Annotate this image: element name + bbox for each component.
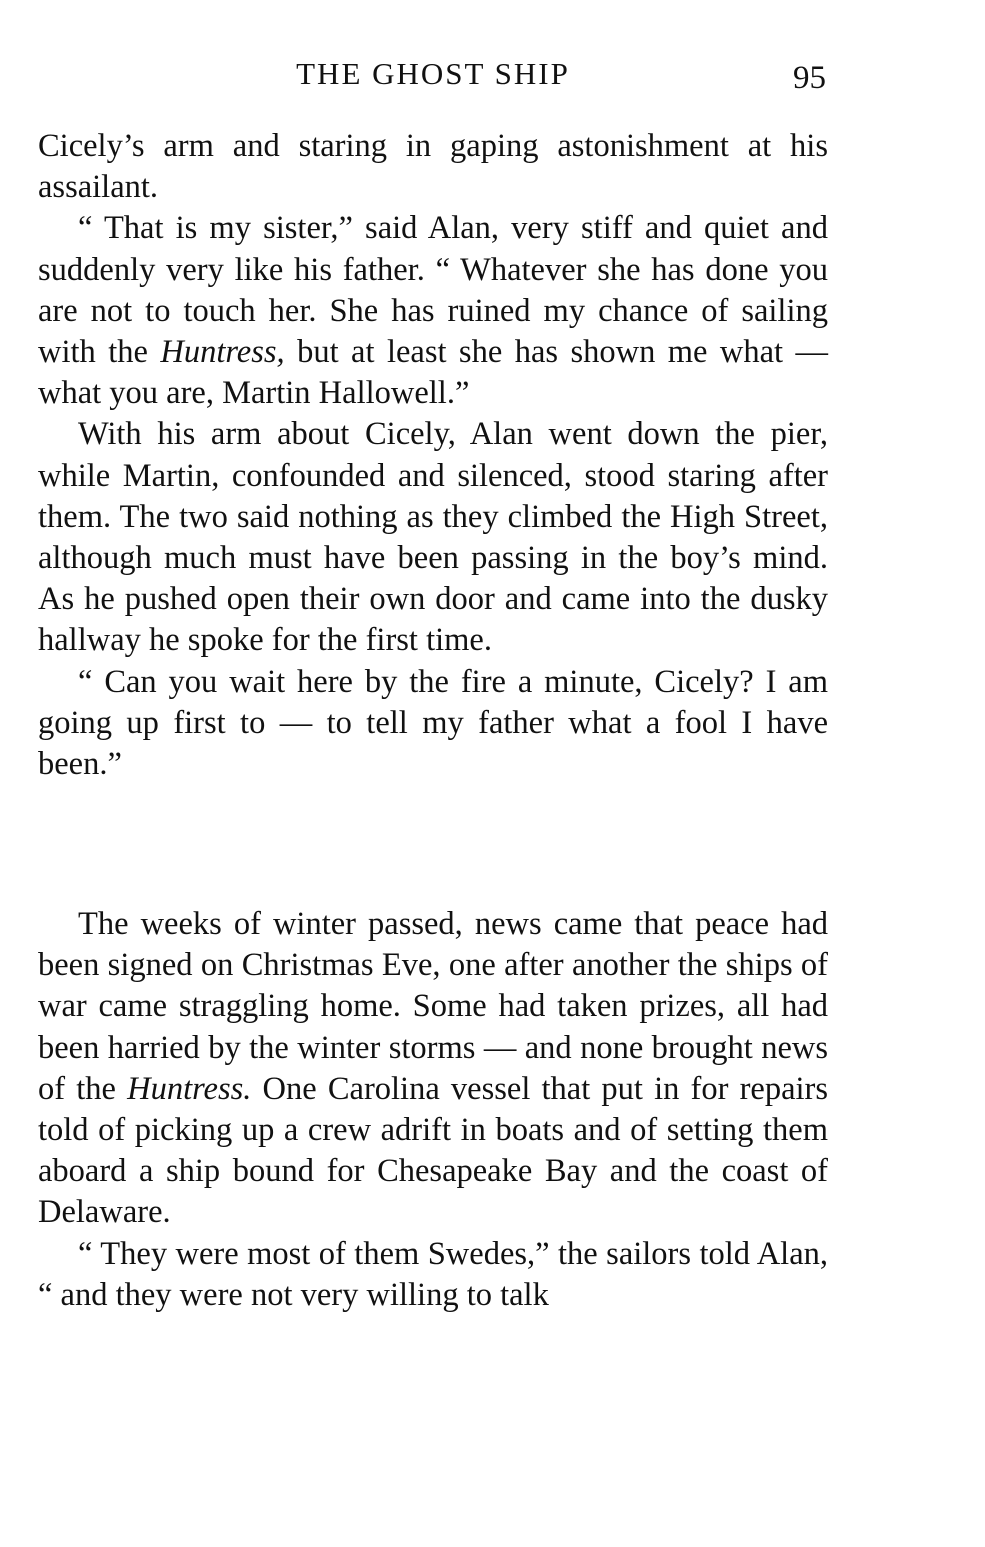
paragraph <box>38 904 828 1234</box>
paragraph <box>38 1234 828 1316</box>
text-run: The weeks of winter passed, news came that peace had been signed on Christmas Eve, one after another the ships of war came straggling home. Some had taken prizes, all had been harried by the winter storms — and none brought news of the <box>38 906 828 1107</box>
text-run: Cicely’s arm and staring in gaping astonishment at his assailant. <box>38 128 828 206</box>
text-run: One Carolina vessel that put in for repairs told of picking up a crew adrift in boats and of setting them aboard a ship bound for Chesapeake Bay and the coast of Delaware. <box>38 1070 828 1231</box>
text-run: “ They were most of them Swedes,” the sailors told Alan, “ and they were not very willing to talk <box>38 1235 828 1313</box>
paragraph <box>38 662 828 786</box>
running-head <box>38 52 828 102</box>
text-run: “ That is my sister,” said Alan, very stiff and quiet and suddenly very like his father. “ Whatever she has done you are not to touch her. She has ruined my chance of sailing with the <box>38 210 828 371</box>
text-run: With his arm about Cicely, Alan went down the pier, while Martin, confounded and silenced, stood staring after them. The two said nothing as they climbed the High Street, although much must have been passing in the boy’s mind. As he pushed open their own door and came into the dusky hallway he spoke for the first time. <box>38 416 828 659</box>
paragraph <box>38 208 828 414</box>
ship-name: Huntress. <box>127 1070 252 1107</box>
text-block-upper <box>38 126 828 785</box>
text-run: but at least she has shown me what — what you are, Martin Hallowell.” <box>38 334 829 412</box>
paragraph <box>38 414 828 661</box>
ship-name: Huntress, <box>160 334 285 371</box>
running-title: THE GHOST SHIP <box>296 56 570 91</box>
text-block-lower <box>38 904 828 1316</box>
page-number: 95 <box>793 60 826 96</box>
paragraph <box>38 126 828 208</box>
text-run: “ Can you wait here by the fire a minute, Cicely? I am going up first to — to tell my father what a fool I have been.” <box>38 663 828 783</box>
